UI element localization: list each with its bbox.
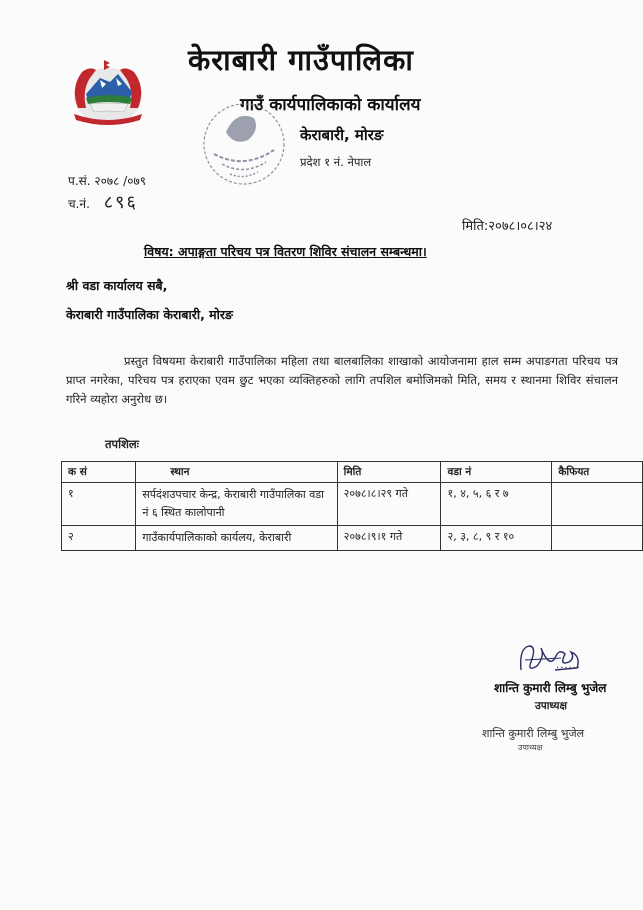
cell-remarks <box>552 526 643 551</box>
name-stamp: शान्ति कुमारी लिम्बु भुजेल <box>482 727 585 740</box>
table-row <box>62 526 643 551</box>
header-date: मिति <box>337 462 441 483</box>
addressee-line-1: श्री वडा कार्यालय सबै, <box>66 278 168 293</box>
cell-serial: २ <box>62 526 136 551</box>
cell-location: सर्पदंशउपचार केन्द्र, केराबारी गाउँपालिका वडा नं ६ स्थित कालोपानी <box>136 483 337 526</box>
cell-location: गाउँकार्यपालिकाको कार्यलय, केराबारी <box>136 526 337 551</box>
cell-remarks <box>552 483 643 526</box>
header-location: स्थान <box>136 462 337 483</box>
fiscal-year-value: २०७८ /०७९ <box>94 174 146 188</box>
cell-serial: १ <box>62 483 136 526</box>
schedule-table <box>61 461 643 551</box>
signatory-name: शान्ति कुमारी लिम्बु भुजेल <box>494 681 607 695</box>
cell-wards: २, ३, ८, ९ र १० <box>441 526 552 551</box>
office-place: केराबारी, मोरङ <box>300 126 384 144</box>
office-name: गाउँ कार्यपालिकाको कार्यालय <box>240 95 421 115</box>
office-seal-stamp-icon <box>200 100 288 188</box>
header-ward: वडा नं <box>441 462 552 483</box>
signatory-title: उपाध्यक्ष <box>535 700 568 712</box>
schedule-label: तपशिलः <box>105 437 140 451</box>
addressee-line-2: केराबारी गाउँपालिका केराबारी, मोरङ <box>66 307 233 322</box>
dispatch-label: च.नं. <box>68 197 90 211</box>
dispatch-number-reference <box>68 190 138 214</box>
office-province: प्रदेश १ नं. नेपाल <box>300 155 372 169</box>
cell-date: २०७८।८।२९ गते <box>337 483 441 526</box>
letter-subject: विषय: अपाङ्गता परिचय पत्र वितरण शिविर संचालन सम्बन्धमा। <box>144 244 427 259</box>
cell-date: २०७८।९।१ गते <box>337 526 441 551</box>
fiscal-year-reference <box>68 172 146 189</box>
schedule-header-row <box>62 462 643 483</box>
signature-dots: ...... <box>556 660 582 671</box>
nepal-emblem-icon <box>60 58 156 130</box>
letter-body: प्रस्तुत विषयमा केराबारी गाउँपालिका महिला तथा बालबालिका शाखाको आयोजनामा हाल सम्म अपाङगता परिचय पत्र प्राप्त नगरेका, परिचय पत्र हराएका एवम छुट भएका व्यक्तिहरुको लागि तपशिल बमोजिमको मिति, समय र स्थानमा शिविर संचालन गरिने व्यहोरा अनुरोध छ। <box>66 354 618 406</box>
letter-date: मिति:२०७८।०८।२४ <box>462 219 553 234</box>
cell-wards: १, ४, ५, ६ र ७ <box>441 483 552 526</box>
header-remarks: कैफियत <box>552 462 643 483</box>
table-row <box>62 483 643 526</box>
fiscal-year-label: प.सं. <box>68 174 91 188</box>
municipality-title: केराबारी गाउँपालिका <box>188 43 414 77</box>
name-stamp-title: उपाध्यक्ष <box>518 743 543 752</box>
dispatch-number: ८९६ <box>103 192 138 213</box>
header-serial: क सं <box>62 462 136 483</box>
